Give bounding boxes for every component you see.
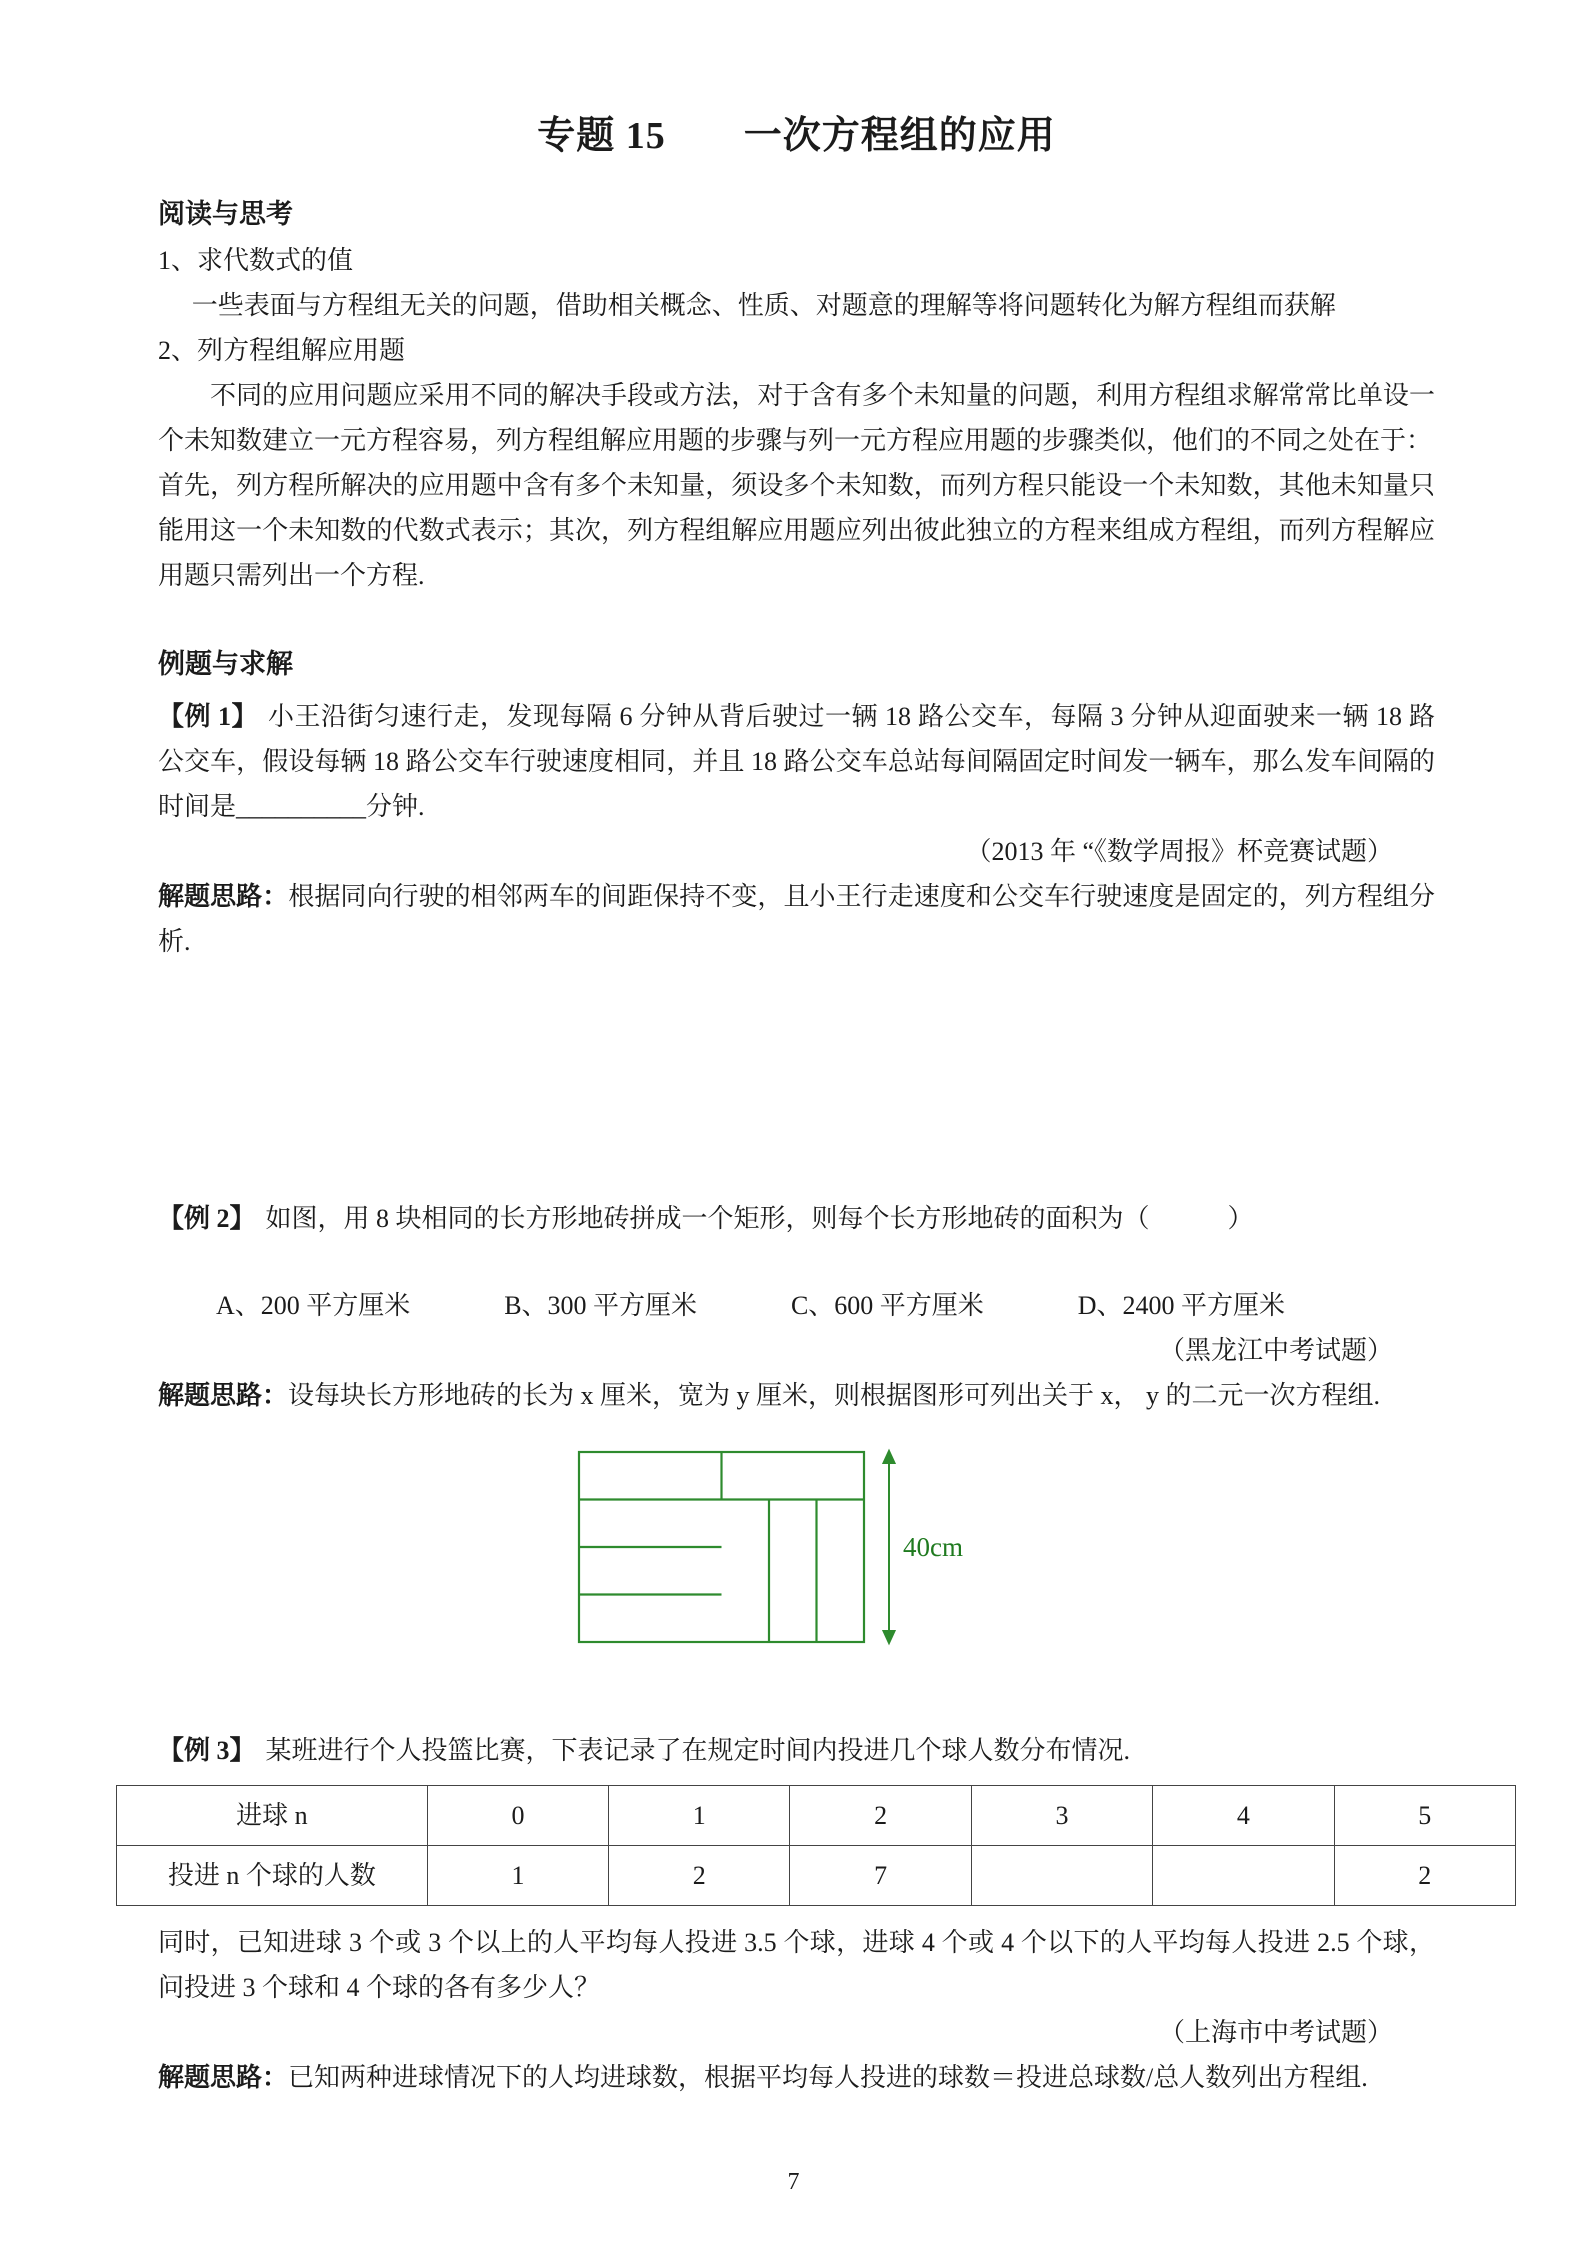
option-a: A、200 平方厘米 (216, 1291, 411, 1320)
example1-paragraph (158, 694, 1435, 829)
example3-hint-paragraph (158, 2055, 1435, 2100)
section-examples (158, 640, 1435, 2100)
table-cell: 投进 n 个球的人数 (117, 1846, 428, 1906)
example2-label: 【例 2】 (158, 1204, 256, 1233)
brick-figure (577, 1446, 1017, 1658)
table-cell: 1 (427, 1846, 608, 1906)
example3-hint: 已知两种进球情况下的人均进球数，根据平均每人投进的球数＝投进总球数/总人数列出方程组. (288, 2063, 1368, 2092)
example2-options (158, 1283, 1435, 1328)
reading-heading: 阅读与思考 (158, 199, 293, 229)
table-header-cell: 5 (1334, 1786, 1515, 1846)
example3-body2: 同时，已知进球 3 个或 3 个以上的人平均每人投进 3.5 个球，进球 4 个或 4 个以下的人平均每人投进 2.5 个球，问投进 3 个球和 4 个球的各有多少人？ (158, 1928, 1435, 2002)
example1-source: （2013 年 “《数学周报》杯竞赛试题） (965, 837, 1393, 866)
example-3 (158, 1728, 1435, 2100)
height-label: 40cm (902, 1532, 963, 1562)
table-header-cell: 3 (971, 1786, 1152, 1846)
table-cell: 7 (790, 1846, 971, 1906)
table-cell: 2 (1334, 1846, 1515, 1906)
section-reading (158, 190, 1435, 598)
option-d: D、2400 平方厘米 (1077, 1291, 1285, 1320)
reading-item1-body: 一些表面与方程组无关的问题，借助相关概念、性质、对题意的理解等将问题转化为解方程组而获解 (191, 291, 1336, 320)
example2-hint-paragraph (158, 1373, 1435, 1418)
table-header-cell: 2 (790, 1786, 971, 1846)
example-1 (158, 694, 1435, 964)
example1-hint-paragraph (158, 874, 1435, 964)
example3-paragraph (158, 1728, 1435, 1773)
reading-item1-title: 1、求代数式的值 (158, 246, 354, 275)
example3-body: 某班进行个人投篮比赛，下表记录了在规定时间内投进几个球人数分布情况. (265, 1736, 1131, 1765)
height-arrow (883, 1451, 894, 1643)
example2-hint-label: 解题思路： (158, 1381, 289, 1410)
table-header-cell: 0 (427, 1786, 608, 1846)
table-cell: 2 (609, 1846, 790, 1906)
option-c: C、600 平方厘米 (790, 1291, 984, 1320)
example1-label: 【例 1】 (158, 702, 258, 731)
page-title: 专题 15 一次方程组的应用 (537, 115, 1056, 157)
score-table (116, 1785, 1516, 1906)
brick-outline (579, 1452, 864, 1642)
page-number: 7 (787, 2169, 800, 2195)
example1-body: 小王沿街匀速行走，发现每隔 6 分钟从背后驶过一辆 18 路公交车，每隔 3 分钟从迎面驶来一辆 18 路公交车，假设每辆 18 路公交车行驶速度相同，并且 18 路公交车总站每间隔固定时间发一辆车，那么发车间隔的时间是__________分钟. (158, 702, 1435, 821)
example3-hint-label: 解题思路： (158, 2063, 289, 2092)
example2-source: （黑龙江中考试题） (1158, 1336, 1393, 1365)
example2-hint: 设每块长方形地砖的长为 x 厘米，宽为 y 厘米，则根据图形可列出关于 x， y 的二元一次方程组. (288, 1381, 1381, 1410)
table-cell (1153, 1846, 1334, 1906)
option-b: B、300 平方厘米 (504, 1291, 698, 1320)
table-header-cell: 进球 n (117, 1786, 428, 1846)
reading-item2-body2: 首先，列方程所解决的应用题中含有多个未知量，须设多个未知数，而列方程只能设一个未知数，其他未知量只能用这一个未知数的代数式表示；其次，列方程组解应用题应列出彼此独立的方程来组成方程组，而列方程解应用题只需列出一个方程. (158, 471, 1435, 590)
reading-item2-title: 2、列方程组解应用题 (158, 336, 406, 365)
example1-hint-label: 解题思路： (158, 882, 289, 911)
table-cell (971, 1846, 1152, 1906)
example2-body: 如图，用 8 块相同的长方形地砖拼成一个矩形，则每个长方形地砖的面积为（ ） (265, 1204, 1254, 1233)
reading-item2-body: 不同的应用问题应采用不同的解决手段或方法，对于含有多个未知量的问题，利用方程组求解常常比单设一个未知数建立一元方程容易，列方程组解应用题的步骤与列一元方程应用题的步骤类似，他们的不同之处在于： (158, 381, 1435, 455)
table-data-row (117, 1846, 1516, 1906)
example3-source: （上海市中考试题） (1158, 2018, 1393, 2047)
examples-heading: 例题与求解 (158, 649, 293, 679)
table-header-cell: 4 (1153, 1786, 1334, 1846)
example2-paragraph (158, 1196, 1435, 1241)
table-header-row (117, 1786, 1516, 1846)
table-header-cell: 1 (609, 1786, 790, 1846)
example-2 (158, 1196, 1435, 1672)
example3-label: 【例 3】 (158, 1736, 256, 1765)
example1-hint: 根据同向行驶的相邻两车的间距保持不变，且小王行走速度和公交车行驶速度是固定的，列方程组分析. (158, 882, 1435, 956)
brick-figure-container (158, 1446, 1435, 1672)
